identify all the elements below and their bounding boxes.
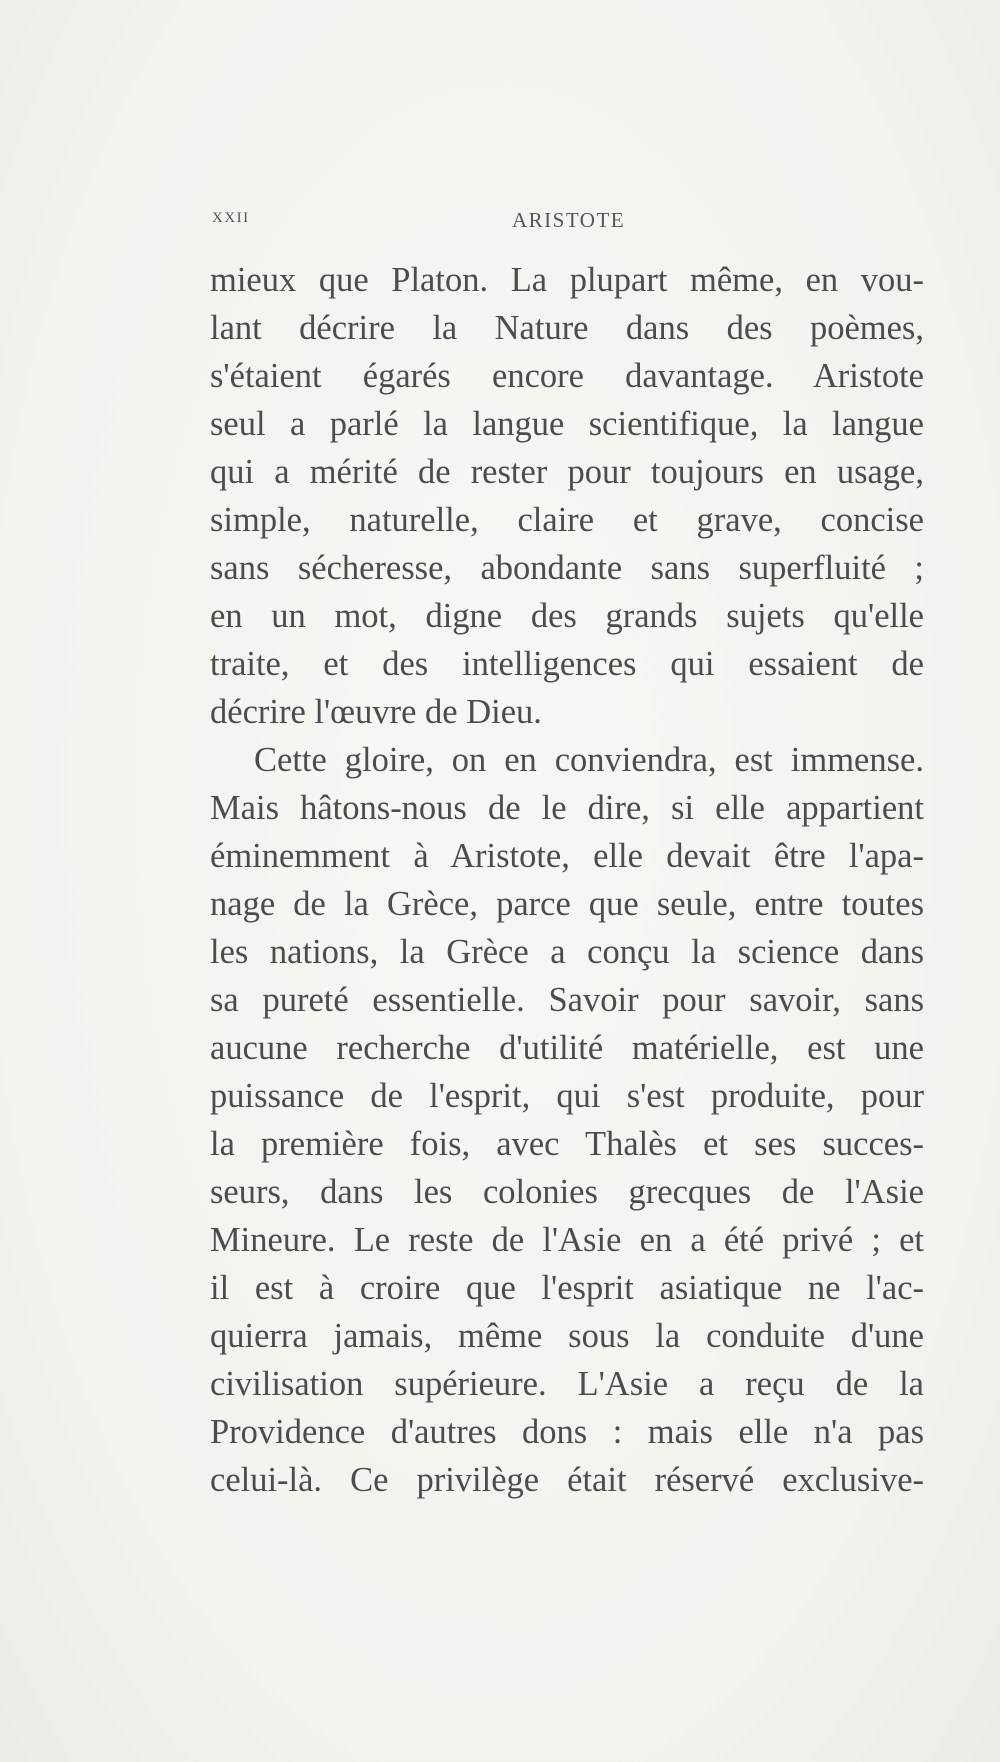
running-head bbox=[212, 208, 922, 238]
text-line: les nations, la Grèce a conçu la science dans bbox=[210, 933, 924, 971]
text-line: seul a parlé la langue scientifique, la langue bbox=[210, 405, 924, 443]
text-line: civilisation supérieure. L'Asie a reçu de la bbox=[210, 1365, 924, 1403]
text-line: Providence d'autres dons : mais elle n'a pas bbox=[210, 1413, 924, 1451]
text-line: puissance de l'esprit, qui s'est produite, pour bbox=[210, 1077, 924, 1115]
text-line: en un mot, digne des grands sujets qu'elle bbox=[210, 597, 924, 635]
text-line: qui a mérité de rester pour toujours en usage, bbox=[210, 453, 924, 491]
text-line: Mineure. Le reste de l'Asie en a été privé ; et bbox=[210, 1221, 924, 1259]
text-line: celui-là. Ce privilège était réservé exclusive- bbox=[210, 1461, 924, 1499]
page-number: XXII bbox=[212, 210, 250, 226]
text-line: il est à croire que l'esprit asiatique ne l'ac- bbox=[210, 1269, 924, 1307]
text-line: aucune recherche d'utilité matérielle, est une bbox=[210, 1029, 924, 1067]
text-line: décrire l'œuvre de Dieu. bbox=[210, 693, 542, 731]
text-line: traite, et des intelligences qui essaient de bbox=[210, 645, 924, 683]
text-line: simple, naturelle, claire et grave, concise bbox=[210, 501, 924, 539]
text-line: s'étaient égarés encore davantage. Aristote bbox=[210, 357, 924, 395]
text-line: Mais hâtons-nous de le dire, si elle appartient bbox=[210, 789, 924, 827]
text-line: seurs, dans les colonies grecques de l'Asie bbox=[210, 1173, 924, 1211]
text-line: mieux que Platon. La plupart même, en vou- bbox=[210, 261, 924, 299]
text-line: Cette gloire, on en conviendra, est immense. bbox=[254, 741, 924, 779]
paragraph-1 bbox=[210, 256, 924, 736]
text-line: sans sécheresse, abondante sans superfluité ; bbox=[210, 549, 924, 587]
text-line: nage de la Grèce, parce que seule, entre toutes bbox=[210, 885, 924, 923]
text-line: éminemment à Aristote, elle devait être l'apa- bbox=[210, 837, 924, 875]
text-line: quierra jamais, même sous la conduite d'une bbox=[210, 1317, 924, 1355]
body-text bbox=[210, 256, 924, 1504]
text-line: sa pureté essentielle. Savoir pour savoir, sans bbox=[210, 981, 924, 1019]
running-title: ARISTOTE bbox=[512, 208, 626, 232]
paragraph-2 bbox=[210, 736, 924, 1504]
text-line: lant décrire la Nature dans des poèmes, bbox=[210, 309, 924, 347]
text-line: la première fois, avec Thalès et ses succes- bbox=[210, 1125, 924, 1163]
